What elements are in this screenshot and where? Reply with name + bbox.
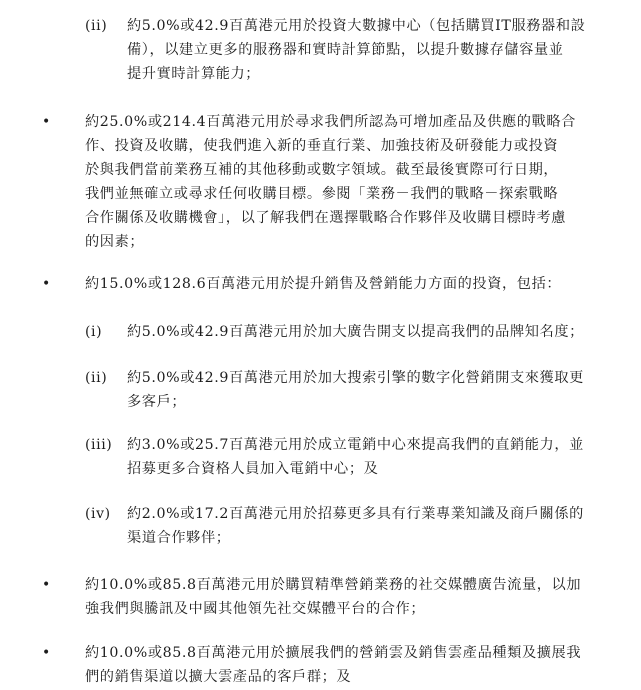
text-line: 備），以建立更多的服務器和實時計算節點，以提升數據存儲容量並	[127, 42, 564, 58]
text-line: 約15.0%或128.6百萬港元用於提升銷售及營銷能力方面的投資，包括：	[85, 276, 562, 292]
text-line: 們的銷售渠道以擴大雲產品的客戶群；及	[85, 669, 352, 685]
text-line: 多客戶；	[127, 394, 187, 410]
bullet-icon: •	[42, 645, 51, 661]
text-line: 約5.0%或42.9百萬港元用於投資大數據中心（包括購買IT服務器和設	[127, 18, 586, 34]
text-line: 約25.0%或214.4百萬港元用於尋求我們所認為可增加產品及供應的戰略合	[85, 114, 576, 130]
text-line: 招募更多合資格人員加入電銷中心；及	[127, 461, 379, 477]
bullet-item-text	[85, 641, 625, 689]
text-line: 渠道合作夥伴；	[127, 530, 231, 546]
bullet-item-text	[85, 573, 625, 621]
sub-item-label: (ii)	[85, 18, 108, 34]
bullet-item-sales-marketing	[0, 272, 641, 298]
sub-item-text	[127, 433, 627, 481]
bullet-item-social-media-ads	[0, 573, 641, 623]
bullet-icon: •	[42, 114, 51, 130]
bullet-icon: •	[42, 577, 51, 593]
text-line: 約10.0%或85.8百萬港元用於購買精準營銷業務的社交媒體廣告流量，以加	[85, 577, 582, 593]
sub-item-label: (iii)	[85, 437, 113, 453]
text-line: 的因素；	[85, 234, 145, 250]
sub-item-label: (iv)	[85, 506, 111, 522]
bullet-item-cloud-products	[0, 641, 641, 690]
text-line: 於與我們當前業務互補的其他移動或數字領域。截至最後實際可行日期，	[85, 162, 559, 178]
sub-item-ii-search-engine	[0, 366, 641, 416]
text-line: 強我們與騰訊及中國其他領先社交媒體平台的合作；	[85, 601, 426, 617]
text-line: 約2.0%或17.2百萬港元用於招募更多具有行業專業知識及商戶關係的	[127, 506, 584, 522]
sub-item-label: (i)	[85, 324, 103, 340]
text-line: 約5.0%或42.9百萬港元用於加大搜索引擎的數字化營銷開支來獲取更	[127, 370, 584, 386]
text-line: 約10.0%或85.8百萬港元用於擴展我們的營銷雲及銷售雲產品種類及擴展我	[85, 645, 582, 661]
sub-item-text	[127, 366, 627, 414]
text-line: 作、投資及收購，使我們進入新的垂直行業、加強技術及研發能力或投資	[85, 138, 559, 154]
sub-item-text	[127, 320, 627, 344]
sub-item-iv-channel-partners	[0, 502, 641, 552]
bullet-icon: •	[42, 276, 51, 292]
sub-item-text	[127, 502, 627, 550]
sub-item-label: (ii)	[85, 370, 108, 386]
text-line: 提升實時計算能力；	[127, 66, 261, 82]
sub-item-ii-big-data	[0, 14, 641, 94]
sub-item-i-advertising	[0, 320, 641, 346]
sub-item-text	[127, 14, 627, 86]
text-line: 約3.0%或25.7百萬港元用於成立電銷中心來提高我們的直銷能力，並	[127, 437, 584, 453]
text-line: 我們並無確立或尋求任何收購目標。參閱「業務－我們的戰略－探索戰略	[85, 186, 559, 202]
sub-item-iii-telesales	[0, 433, 641, 483]
bullet-item-text	[85, 272, 625, 296]
bullet-item-strategic-cooperation	[0, 110, 641, 260]
text-line: 約5.0%或42.9百萬港元用於加大廣告開支以提高我們的品牌知名度；	[127, 324, 584, 340]
bullet-item-text	[85, 110, 625, 254]
text-line: 合作關係及收購機會」，以了解我們在選擇戰略合作夥伴及收購目標時考慮	[85, 210, 566, 226]
